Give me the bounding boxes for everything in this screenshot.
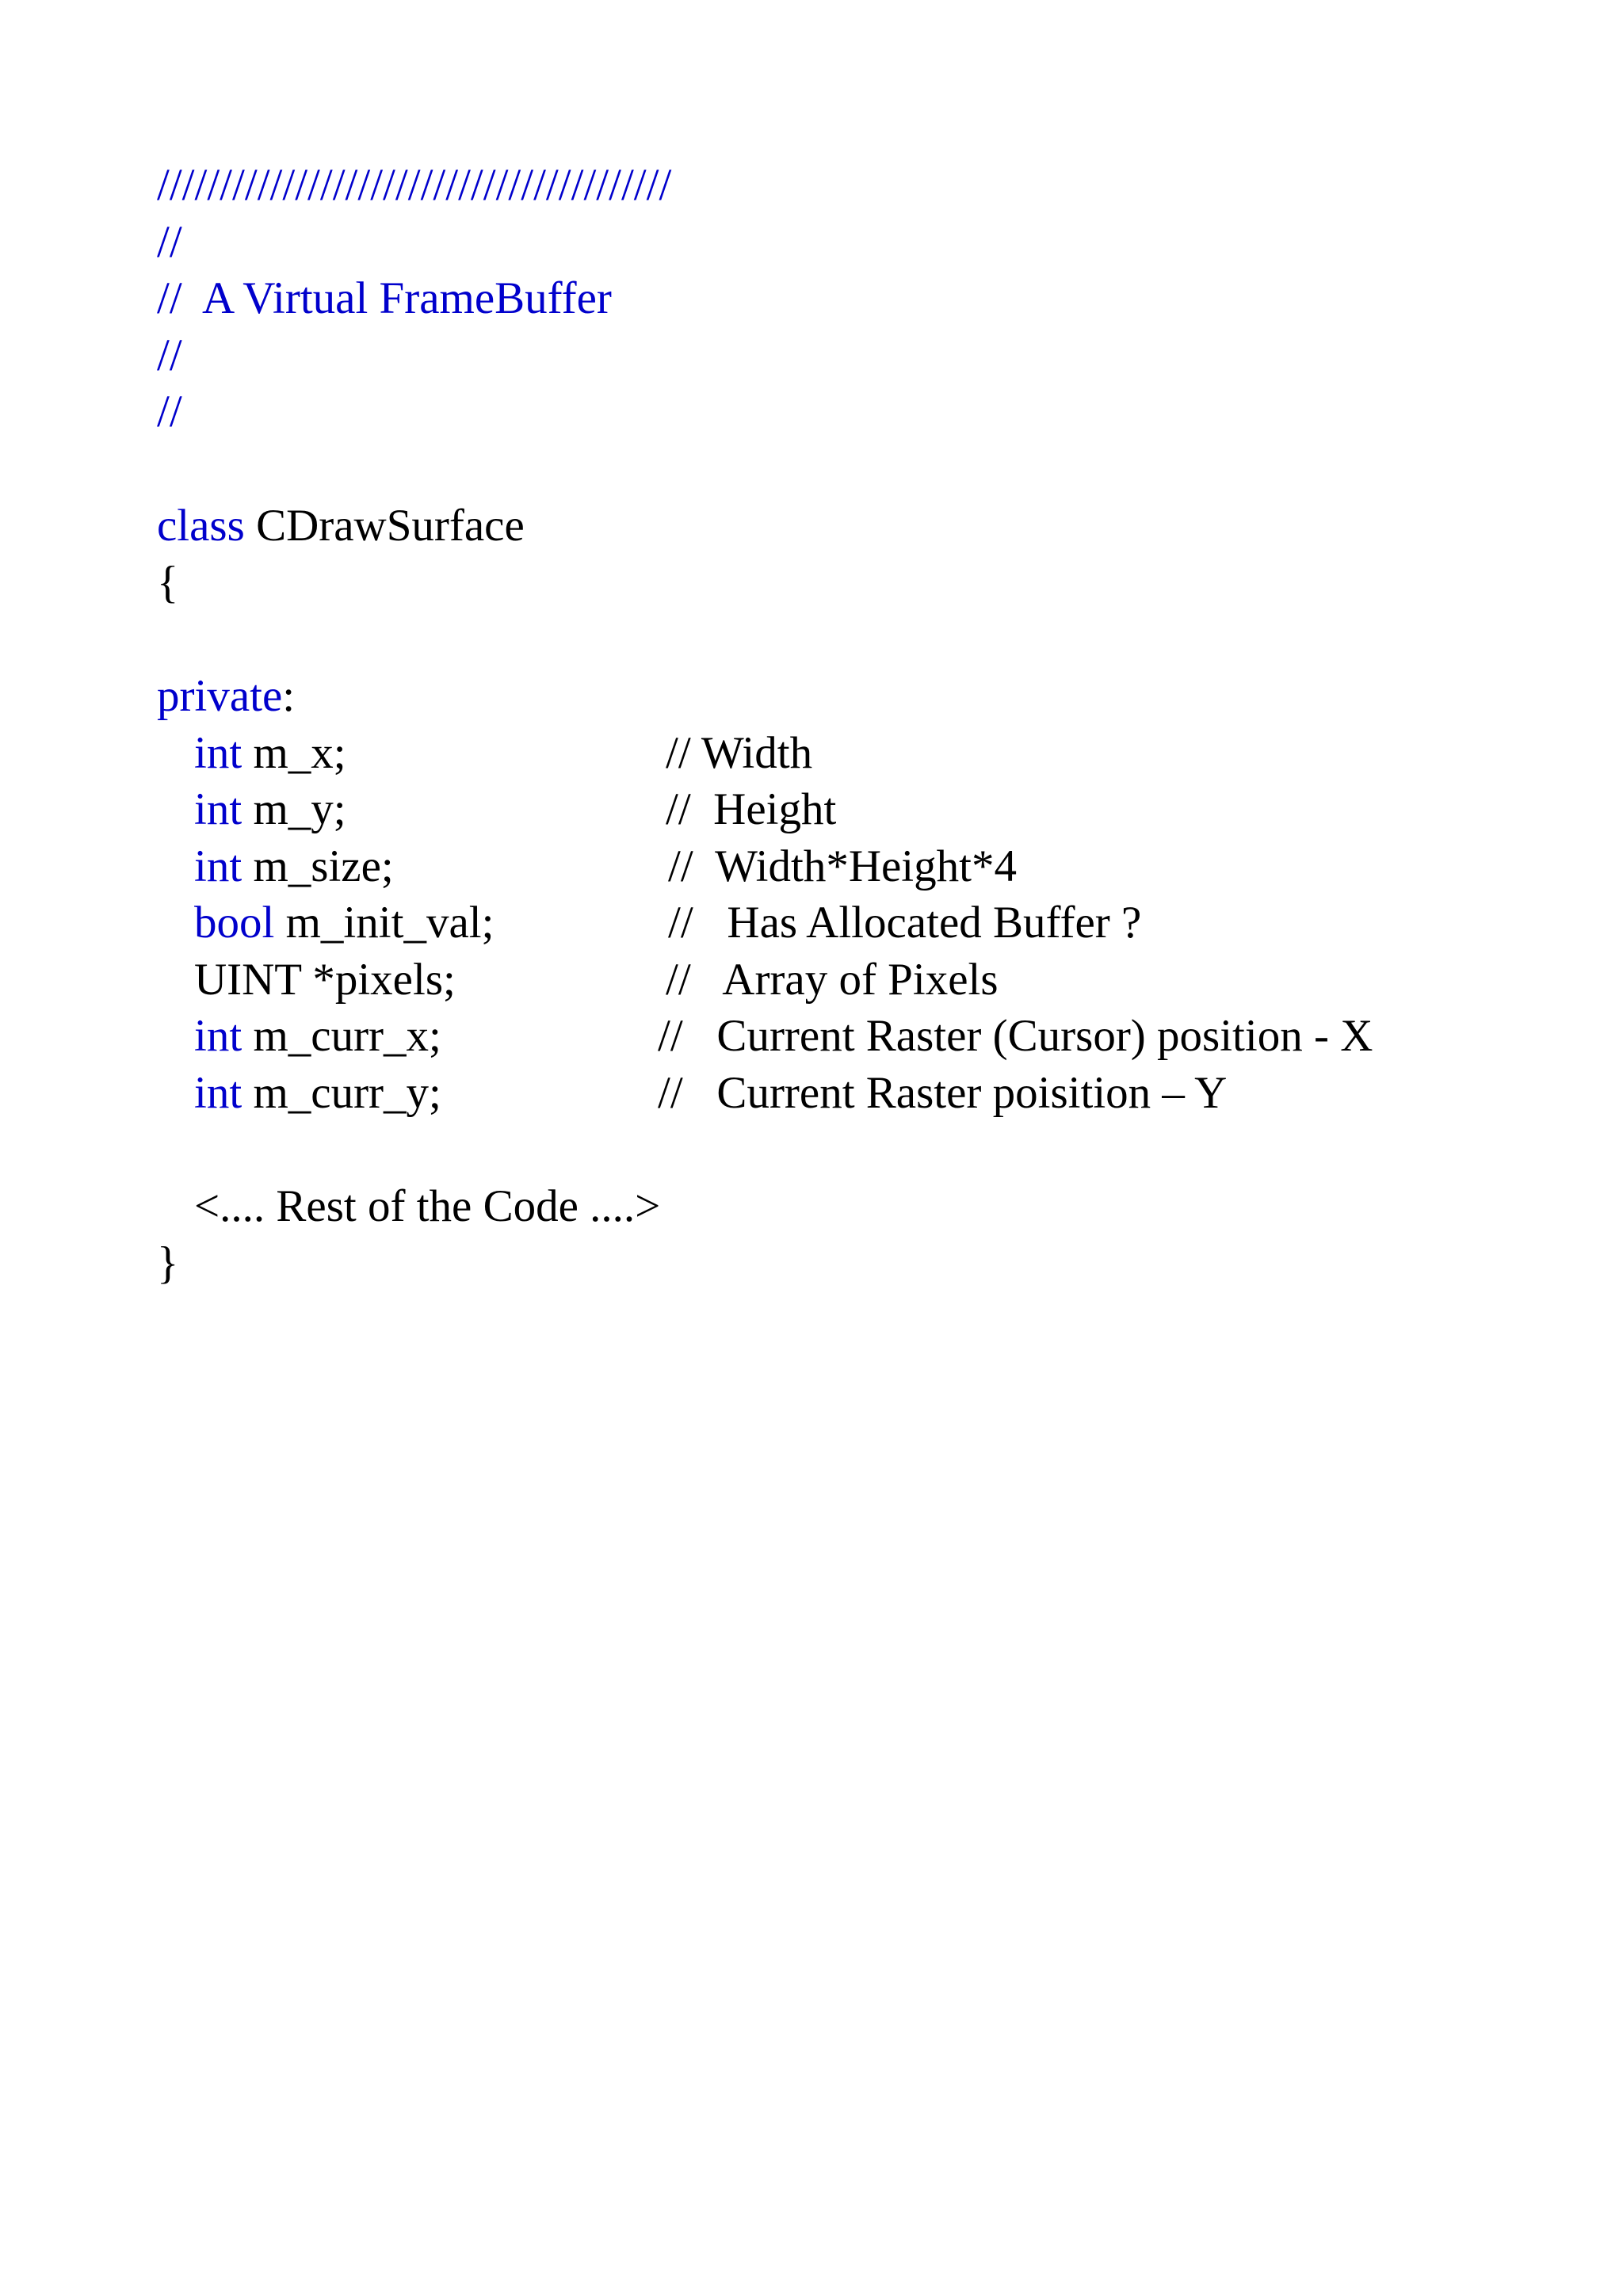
member-type: int [194,1011,242,1061]
member-decl: m_curr_x; [242,1011,441,1061]
member-m-size [194,841,394,891]
member-m-curr-x [194,1011,441,1061]
member-type: int [194,784,242,834]
class-keyword: class [157,501,245,551]
class-name: CDrawSurface [244,501,525,551]
member-m-x [194,730,346,776]
member-type: int [194,728,242,778]
member-comment: // Has Allocated Buffer ? [668,898,1142,948]
access-colon: : [282,671,296,721]
member-decl: UINT *pixels; [194,955,456,1005]
member-decl: m_size; [242,841,394,891]
member-comment: // Width [666,728,813,778]
member-comment: // Height [666,784,837,834]
open-brace: { [157,558,179,608]
comment-blank-2: // [157,330,182,380]
comment-blank-3: // [157,387,182,437]
member-m-y [194,784,346,834]
member-type: int [194,841,242,891]
member-type: int [194,1068,242,1118]
class-declaration [157,501,525,551]
member-decl: m_init_val; [274,898,495,948]
member-decl: m_y; [242,784,346,834]
member-m-curr-y [194,1070,441,1116]
comment-rule: ///////////////////////////////////////// [157,160,672,210]
member-comment: // Width*Height*4 [668,841,1017,891]
private-keyword: private [157,671,283,721]
member-m-init-val [194,898,495,948]
member-decl: m_curr_y; [242,1068,441,1118]
access-specifier [157,673,295,719]
rest-of-code: <.... Rest of the Code ....> [194,1181,661,1231]
member-comment: // Array of Pixels [666,955,999,1005]
comment-title: // A Virtual FrameBuffer [157,273,612,323]
member-comment: // Current Raster (Cursor) position - X [658,1011,1373,1061]
close-brace: } [157,1238,179,1288]
member-pixels [194,955,456,1005]
comment-blank-1: // [157,217,182,267]
member-comment: // Current Raster poisition – Y [658,1068,1228,1118]
member-decl: m_x; [242,728,346,778]
member-type: bool [194,898,275,948]
